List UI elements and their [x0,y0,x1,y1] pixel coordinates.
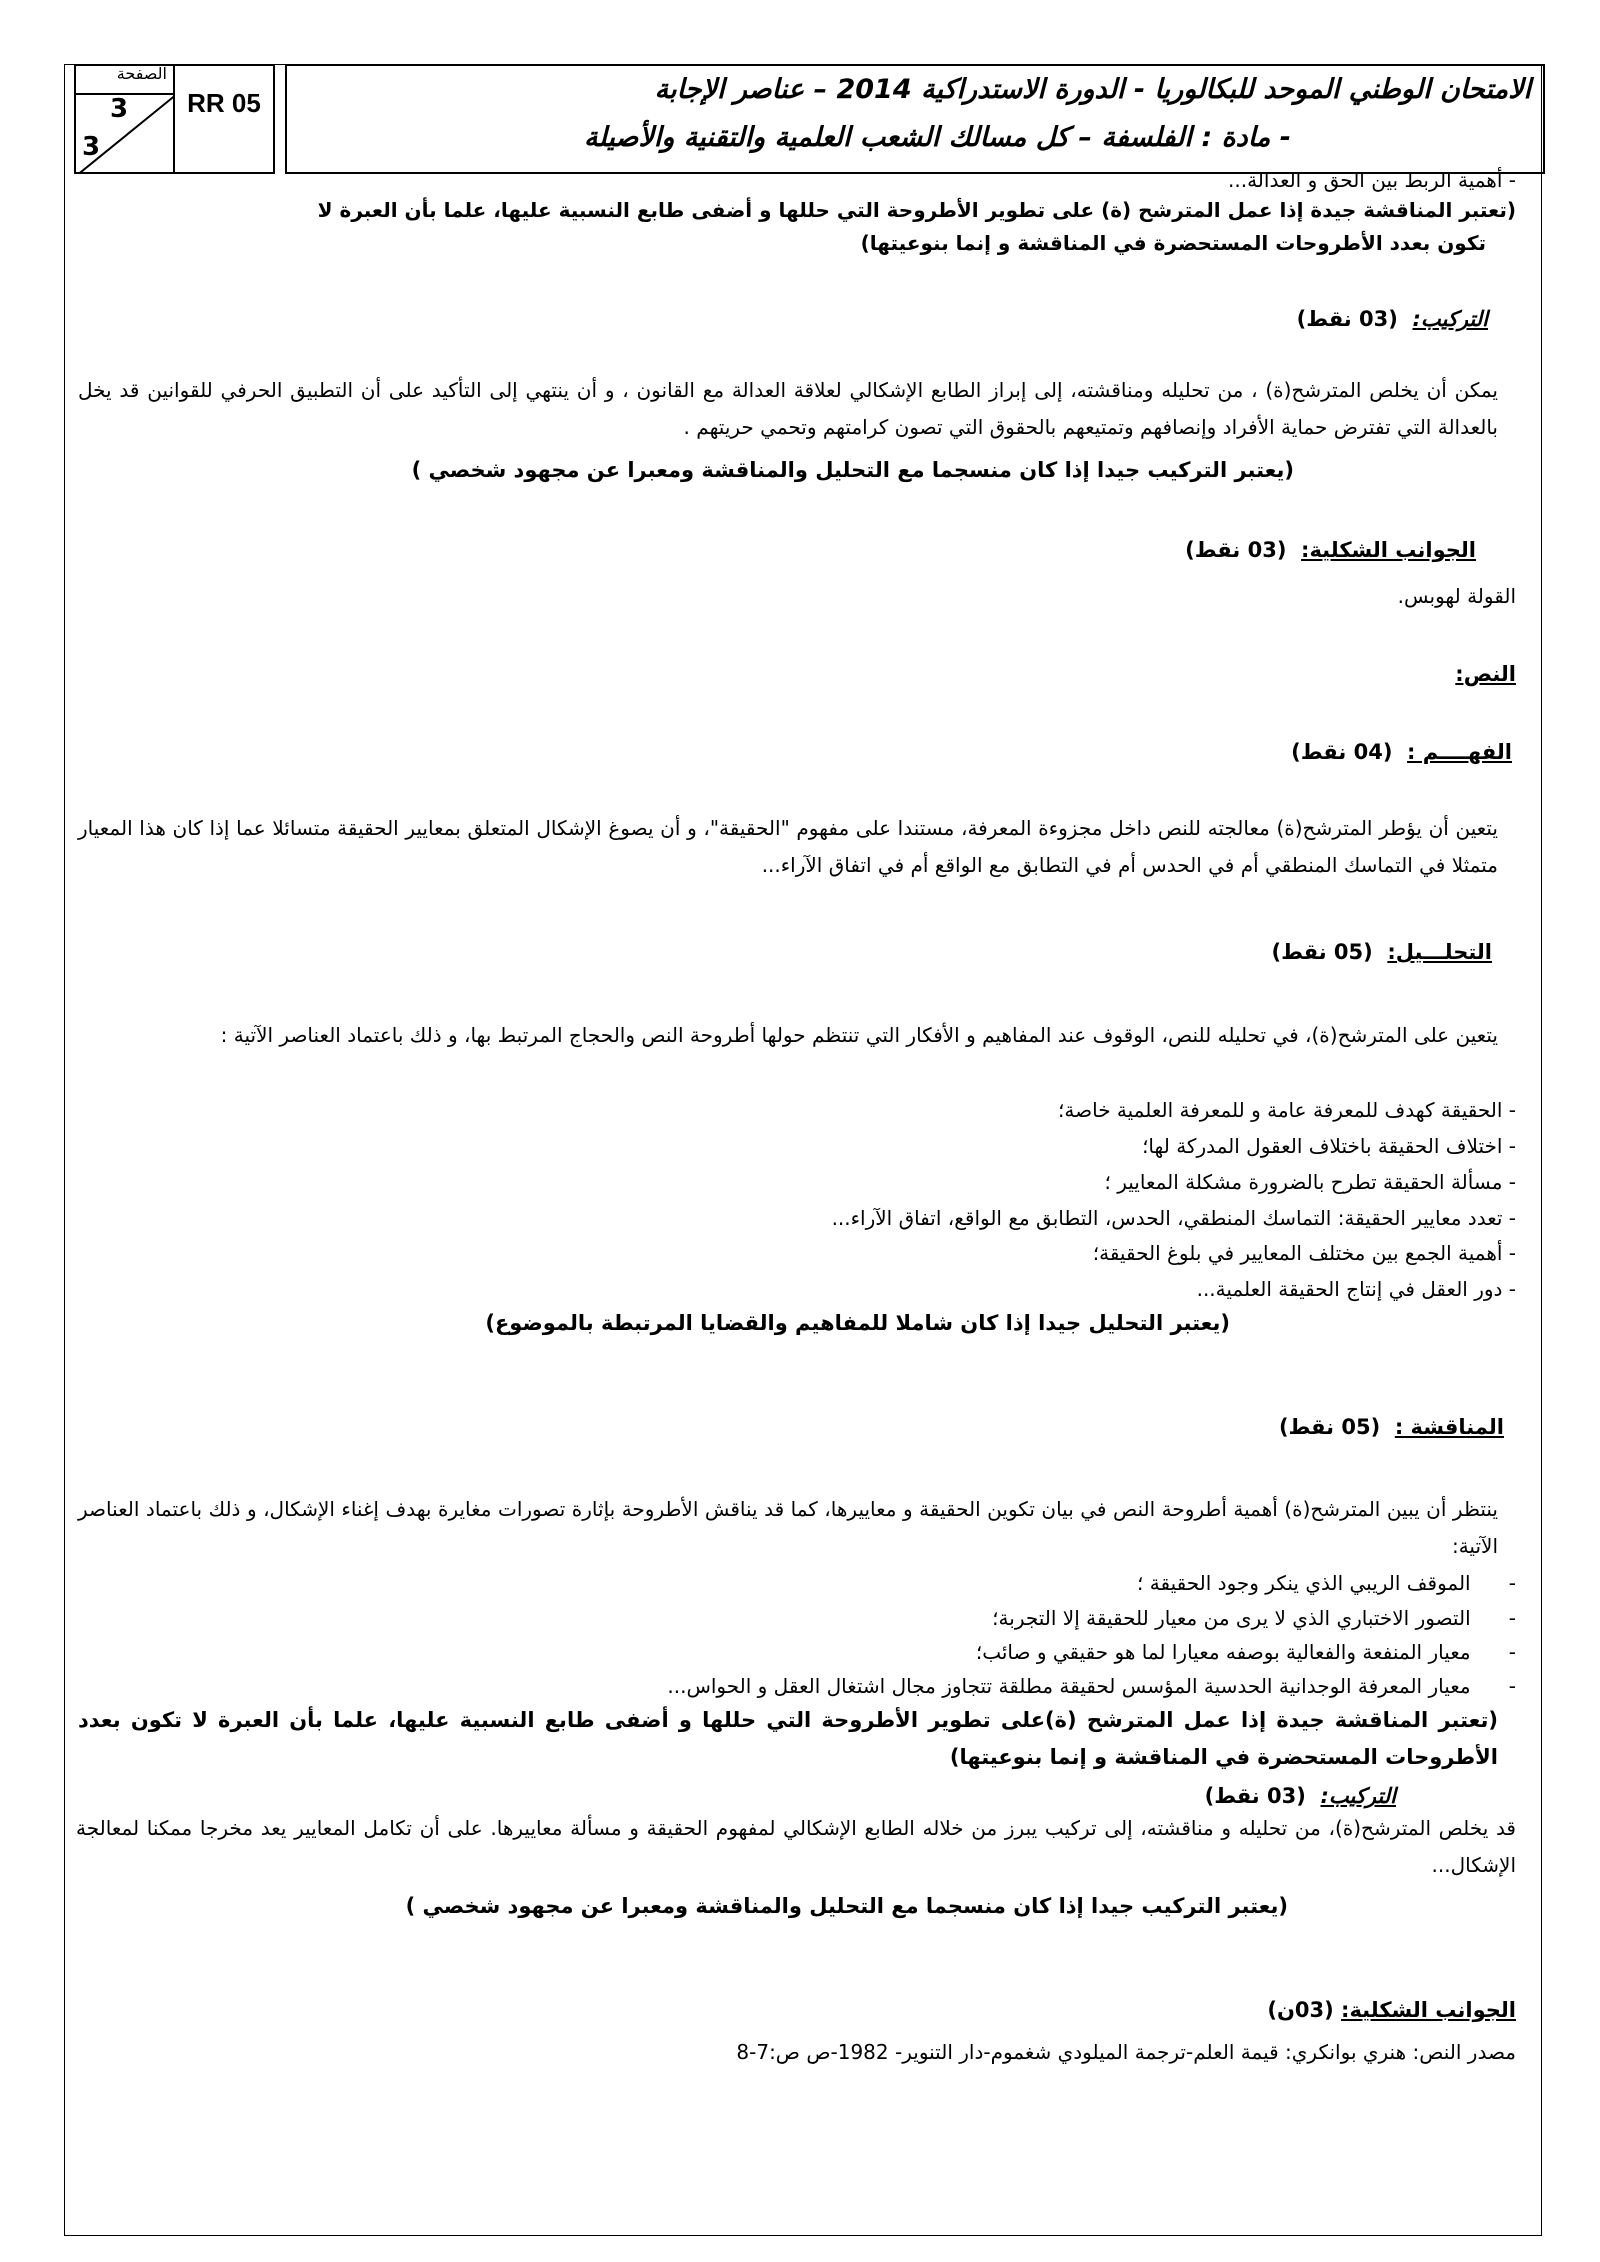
list-item: - معيار المعرفة الوجدانية الحدسية المؤسس لحقيقة مطلقة تتجاوز مجال اشتغال العقل و الحواس... [667,1674,1516,1698]
page-label: الصفحة [116,64,167,83]
exam-title: الامتحان الوطني الموحد للبكالوريا - الدورة الاستدراكية 2014 – عناصر الإجابة [654,74,1531,105]
list-item: - الموقف الريبي الذي ينكر وجود الحقيقة ؛ [1137,1571,1516,1595]
list-item: - دور العقل في إنتاج الحقيقة العلمية... [1196,1277,1516,1301]
subject-title: - مادة : الفلسفة – كل مسالك الشعب العلمية والتقنية والأصيلة [583,122,1291,153]
note-line: (يعتبر التحليل جيدا إذا كان شاملا للمفاهيم والقضايا المرتبطة بالموضوع) [485,1311,1230,1335]
note-line: (يعتبر التركيب جيدا إذا كان منسجما مع التحليل والمناقشة ومعبرا عن مجهود شخصي ) [405,1894,1288,1918]
section-heading-shakl-2: الجوانب الشكلية: (03ن) [1267,1998,1516,2022]
list-item: - أهمية الجمع بين مختلف المعايير في بلوغ الحقيقة؛ [1092,1241,1516,1265]
list-item: - الحقيقة كهدف للمعرفة عامة و للمعرفة العلمية خاصة؛ [1058,1098,1516,1122]
paragraph: يتعين أن يؤطر المترشح(ة) معالجته للنص داخل مجزوءة المعرفة، مستندا على مفهوم "الحقيقة"، و أن يصوغ الإشكال المتعلق بمعايير الحقيقة متسائلا عما إذا كان هذا المعيار متمثلا في التماسك المنطقي أم في الحدس أم في التطابق مع الواقع أم في اتفاق الآراء... [78,816,1498,877]
list-item: - اختلاف الحقيقة باختلاف العقول المدركة لها؛ [1142,1134,1516,1158]
paragraph: يمكن أن يخلص المترشح(ة) ، من تحليله ومناقشته، إلى إبراز الطابع الإشكالي لعلاقة العدالة مع القانون ، و أن ينتهي إلى التأكيد على أن التطبيق الحرفي للقوانين قد يخل بالعدالة التي تفترض حماية الأفراد وإنصافهم وتمتيعهم بالحقوق التي تصون كرامتهم وتحمي حريتهم . [78,378,1498,439]
text-line: القولة لهوبس. [1397,584,1516,608]
source-line: مصدر النص: هنري بوانكري: قيمة العلم-ترجمة الميلودي شغموم-دار التنوير- 1982-ص ص:7-8 [736,2040,1516,2064]
section-heading-nass: النص: [1455,662,1516,686]
page-number-box [74,64,175,174]
title-box [285,64,1545,174]
note-line: تكون بعدد الأطروحات المستحضرة في المناقشة و إنما بنوعيتها) [860,231,1486,255]
paragraph: يتعين على المترشح(ة)، في تحليله للنص، الوقوف عند المفاهيم و الأفكار التي تنتظم حولها أطروحة النص والحجاج المرتبط بها، و ذلك باعتماد العناصر الآتية : [220,1023,1498,1047]
paragraph: قد يخلص المترشح(ة)، من تحليله و مناقشته، إلى تركيب يبرز من خلاله الطابع الإشكالي لمفهوم الحقيقة و مسألة معاييرها. على أن تكامل المعايير يعد مخرجا ممكنا لمعالجة الإشكال... [76,1816,1516,1877]
note-line: (يعتبر التركيب جيدا إذا كان منسجما مع التحليل والمناقشة ومعبرا عن مجهود شخصي ) [411,458,1294,482]
text-line: - أهمية الربط بين الحق و العدالة... [1228,168,1516,192]
section-heading-tarkib-2: التركيب: (03 نقط) [1204,1784,1396,1808]
section-heading-tahlil: التحلـــيل: (05 نقط) [1271,940,1492,964]
paragraph: ينتظر أن يبين المترشح(ة) أهمية أطروحة النص في بيان تكوين الحقيقة و معاييرها، كما قد يناقش الأطروحة بإثارة تصورات مغايرة بهدف إغناء الإشكال، و ذلك باعتماد العناصر الآتية: [78,1497,1498,1558]
note-paragraph: (تعتبر المناقشة جيدة إذا عمل المترشح (ة)على تطوير الأطروحة التي حللها و أضفى طابع النسبية عليها، علما بأن العبرة لا تكون بعدد الأطروحات المستحضرة في المناقشة و إنما بنوعيتها) [78,1708,1498,1769]
exam-code: RR 05 [175,64,275,174]
list-item: - معيار المنفعة والفعالية بوصفه معيارا لما هو حقيقي و صائب؛ [975,1640,1516,1664]
section-heading-fahm: الفهــــم : (04 نقط) [1291,740,1512,764]
list-item: - مسألة الحقيقة تطرح بالضرورة مشكلة المعايير ؛ [1104,1170,1516,1194]
section-heading-tarkib: التركيب: (03 نقط) [1296,307,1488,331]
note-line: (تعتبر المناقشة جيدة إذا عمل المترشح (ة) على تطوير الأطروحة التي حللها و أضفى طابع النسبية عليها، علما بأن العبرة لا [317,198,1516,222]
page-header [64,64,1542,176]
list-item: - تعدد معايير الحقيقة: التماسك المنطقي، الحدس، التطابق مع الواقع، اتفاق الآراء... [831,1206,1516,1230]
page-total: 3 [82,132,101,162]
page-current: 3 [110,94,129,124]
section-heading-munaqasha: المناقشة : (05 نقط) [1278,1415,1504,1439]
section-heading-shakl: الجوانب الشكلية: (03 نقط) [1185,538,1476,562]
list-item: - التصور الاختباري الذي لا يرى من معيار للحقيقة إلا التجربة؛ [992,1606,1516,1630]
